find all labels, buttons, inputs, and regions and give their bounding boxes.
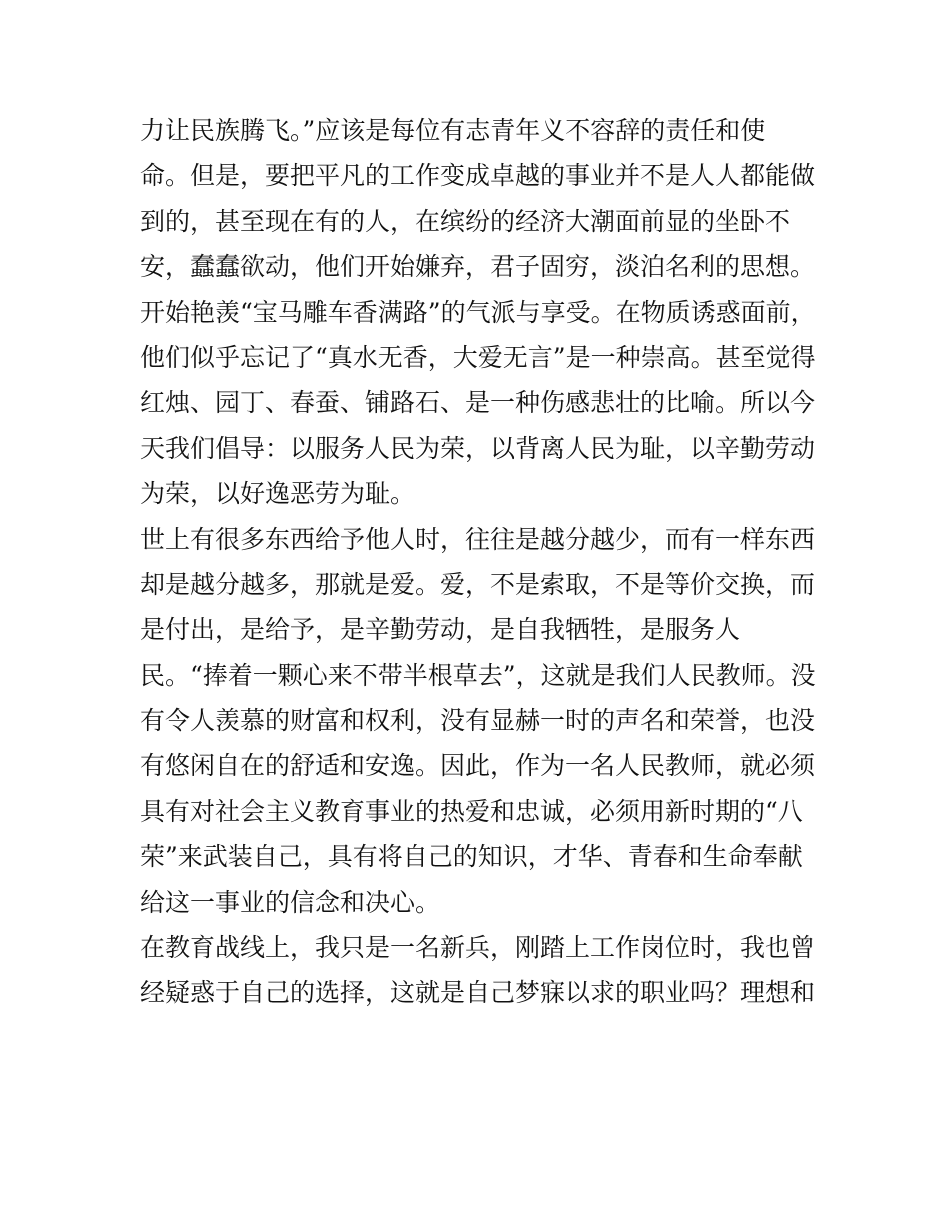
text-line: 却是越分越多，那就是爱。爱，不是索取，不是等价交换，而: [140, 569, 816, 599]
text-line: 命。但是，要把平凡的工作变成卓越的事业并不是人人都能做: [140, 161, 816, 191]
text-line: 有令人羡慕的财富和权利，没有显赫一时的声名和荣誉，也没: [140, 706, 816, 736]
text-line: 民。“捧着一颗心来不带半根草去”，这就是我们人民教师。没: [140, 660, 816, 690]
text-line: 安，蠢蠢欲动，他们开始嫌弃，君子固穷，淡泊名利的思想。: [140, 252, 816, 282]
text-line: 力让民族腾飞。”应该是每位有志青年义不容辞的责任和使: [140, 116, 766, 145]
text-line: 有悠闲自在的舒适和安逸。因此，作为一名人民教师，就必须: [140, 751, 816, 781]
text-line: 世上有很多东西给予他人时，往往是越分越少，而有一样东西: [140, 524, 816, 554]
text-line: 到的，甚至现在有的人，在缤纷的经济大潮面前显的坐卧不: [140, 206, 791, 236]
text-line: 为荣，以好逸恶劳为耻。: [140, 479, 416, 509]
text-line: 具有对社会主义教育事业的热爱和忠诚，必须用新时期的“八: [140, 796, 803, 826]
text-line: 经疑惑于自己的选择，这就是自己梦寐以求的职业吗？理想和: [140, 978, 816, 1008]
text-line: 他们似乎忘记了“真水无香，大爱无言”是一种崇高。甚至觉得: [140, 342, 816, 372]
text-line: 开始艳羡“宝马雕车香满路”的气派与享受。在物质诱惑面前，: [140, 297, 816, 327]
text-line: 在教育战线上，我只是一名新兵，刚踏上工作岗位时，我也曾: [140, 933, 816, 963]
text-line: 给这一事业的信念和决心。: [140, 887, 441, 917]
text-line: 是付出，是给予，是辛勤劳动，是自我牺牲，是服务人: [140, 615, 741, 645]
text-line: 红烛、园丁、春蚕、铺路石、是一种伤感悲壮的比喻。所以今: [140, 388, 816, 418]
body-text: [140, 108, 820, 1016]
text-line: 荣”来武装自己，具有将自己的知识，才华、青春和生命奉献: [140, 842, 803, 872]
text-line: 天我们倡导：以服务人民为荣，以背离人民为耻，以辛勤劳动: [140, 433, 816, 463]
